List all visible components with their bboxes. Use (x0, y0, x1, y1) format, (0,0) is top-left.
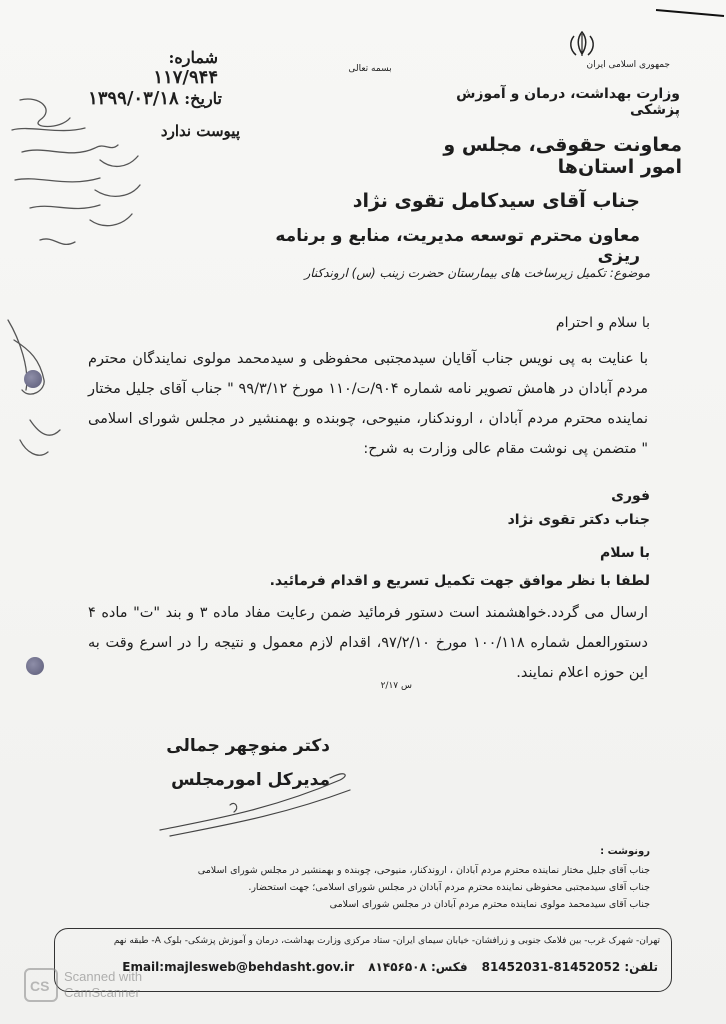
punch-hole-top (24, 370, 42, 388)
body-paragraph: با عنایت به پی نویس جناب آقایان سیدمجتبی محفوظی و سیدمحمد مولوی نمایندگان محترم مردم آبادان در هامش تصویر نامه شماره ۹۰۴/ت/۱۱۰ مورخ ۹۹/۳/۱۲ " جناب آقای جلیل مختار نماینده محترم مردم آبادان ، اروندکنار، منیوحی، چوبنده و بهمنشیر در مجلس شورای اسلامی " متضمن پی نوشت مقام عالی وزارت به شرح: (88, 351, 648, 457)
signatory-name: دکتر منوچهر جمالی (166, 736, 330, 756)
quoted-instruction: لطفا با نظر موافق جهت تکمیل تسریع و اقدام فرمائید. (269, 573, 650, 589)
republic-label: جمهوری اسلامی ایران (586, 60, 670, 70)
letter-date-value: ۱۳۹۹/۰۳/۱۸ (88, 88, 179, 109)
ministry-name: وزارت بهداشت، درمان و آموزش پزشکی (456, 86, 680, 118)
iran-emblem-icon (560, 30, 604, 58)
cc-title: رونوشت : (600, 846, 650, 857)
footer-fax: فکس: ۸۱۴۵۶۵۰۸ (368, 960, 468, 974)
watermark-line1: Scanned with (64, 969, 143, 984)
recipient-title: معاون محترم توسعه مدیریت، منابع و برنامه ریزی (275, 226, 640, 266)
letter-subject: موضوع: تکمیل زیرساخت های بیمارستان حضرت زینب (س) اروندکنار (304, 266, 650, 280)
letter-number-value: ۱۱۷/۹۴۴ (153, 67, 218, 88)
bismillah: بسمه تعالی (348, 64, 392, 74)
scanner-watermark (24, 965, 204, 1005)
letter-number-row (100, 48, 218, 88)
margin-note: س ۲/۱۷ (380, 681, 412, 691)
recipient-name: جناب آقای سیدکامل تقوی نژاد (352, 190, 640, 212)
footer-address: تهران- شهرک غرب- بین فلامک جنوبی و زرافشان- خیابان سیمای ایران- ستاد مرکزی وزارت بهداشت، درمان و آموزش پزشکی- بلوک A- طبقه نهم (113, 936, 660, 946)
cc-item: جناب آقای سیدمحمد مولوی نماینده محترم مردم آبادان در مجلس شورای اسلامی (329, 899, 650, 910)
quoted-greeting: با سلام (599, 545, 650, 561)
watermark-line2: CamScanner (64, 985, 140, 1000)
signatory-title: مدیرکل امورمجلس (171, 770, 330, 790)
quoted-urgent: فوری (611, 488, 650, 504)
salutation: با سلام و احترام (555, 315, 650, 331)
quoted-recipient: جناب دکتر تقوی نژاد (507, 512, 650, 528)
letter-number-label: شماره: (168, 48, 218, 67)
cc-item: جناب آقای سیدمجتبی محفوظی نماینده محترم مردم آبادان در مجلس شورای اسلامی؛ جهت استحضار. (248, 882, 650, 893)
cc-list (150, 862, 650, 913)
camscanner-logo-icon (24, 968, 58, 1002)
svg-text:CS: CS (30, 978, 50, 994)
deputy-name: معاونت حقوقی، مجلس و امور استان‌ها (443, 134, 682, 178)
body-paragraph-2: ارسال می گردد.خواهشمند است دستور فرمائید ضمن رعایت مفاد ماده ۳ و بند "ت" ماده ۴ دستورالعمل شماره ۱۰۰/۱۱۸ مورخ ۹۷/۲/۱۰، اقدام لازم معمول و نتیجه را در اسرع وقت به این حوزه اعلام نمایند. (88, 605, 648, 681)
letter-date-label: تاریخ: (184, 89, 222, 108)
signature-scribble (150, 760, 360, 840)
cc-item: جناب آقای جلیل مختار نماینده محترم مردم آبادان ، اروندکنار، منیوحی، چوبنده و بهمنشیر در مجلس شورای اسلامی (197, 865, 650, 876)
footer-phone: تلفن: 81452052-81452031 (481, 960, 658, 974)
footer-email[interactable]: Email:majlesweb@behdasht.gov.ir (122, 960, 355, 974)
corner-line (650, 0, 726, 20)
attachment-note: پیوست ندارد (160, 122, 240, 140)
punch-hole-bottom (26, 657, 44, 675)
